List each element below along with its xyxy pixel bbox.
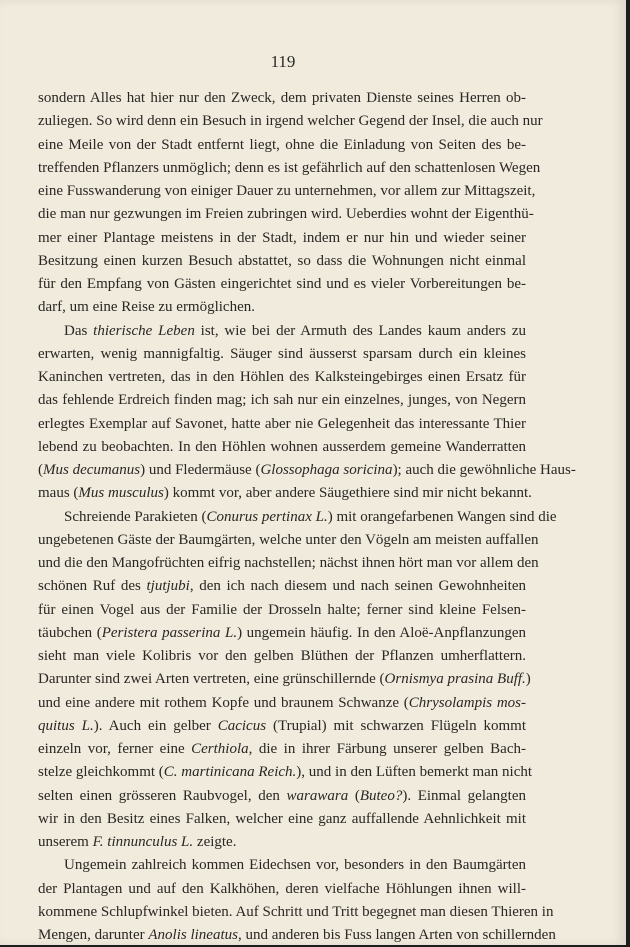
text-run: ). Auch ein gelber <box>93 717 218 734</box>
page-number: 119 <box>270 52 296 71</box>
text-run: Das <box>64 322 94 339</box>
text-line <box>38 134 526 157</box>
text-line <box>38 599 526 622</box>
text-run: (Trupial) mit schwarzen Flügeln kommt <box>266 717 527 734</box>
text-line <box>38 203 534 226</box>
text-line <box>38 157 541 180</box>
text-run: stelze gleichkommt ( <box>38 764 164 781</box>
text-line <box>38 692 526 715</box>
text-run: zeigte. <box>193 834 237 850</box>
text-run: die man nur gezwungen im Freien zubringen wird. Ueberdies wohnt der Eigenthü- <box>38 206 534 223</box>
italic-term: Chrysolampis mos- <box>408 694 526 711</box>
text-run: mer einer Plantage meistens in der Stadt, indem er nur hin und wieder seiner <box>38 229 526 246</box>
text-line <box>38 715 526 738</box>
text-run: der Plantagen und auf den Kalkhöhen, deren vielfache Höhlungen ihnen will- <box>38 880 526 897</box>
text-line <box>38 854 526 877</box>
text-line <box>38 668 531 691</box>
text-line <box>38 506 557 529</box>
text-run: , den ich nach diesem und nach seinen Gewohnheiten <box>189 578 526 595</box>
italic-term: Ornismya prasina Buff. <box>384 671 526 688</box>
text-line <box>38 413 526 436</box>
text-run: treffenden Pflanzers unmöglich; denn es ist gefährlich auf den schattenlosen Wegen <box>38 159 541 176</box>
text-run: wir in den Besitz eines Falken, welcher eine ganz auffallende Aehnlichkeit mit <box>38 810 526 827</box>
text-line <box>38 296 526 319</box>
text-line <box>38 738 526 761</box>
italic-term: thierische Leben <box>93 322 195 339</box>
text-run: Ungemein zahlreich kommen Eidechsen vor, besonders in den Baumgärten <box>64 857 526 874</box>
text-run: sieht man viele Kolibris vor den gelben Blüthen der Pflanzen umherflattern. <box>38 648 526 664</box>
text-run: und eine andere mit rothem Kopfe und braunem Schwanze ( <box>38 694 409 711</box>
text-line <box>38 343 526 366</box>
text-line <box>38 459 576 482</box>
text-line <box>38 482 532 505</box>
text-run: für den Empfang von Gästen eingerichtet sind und es vieler Vorbereitungen be- <box>38 276 526 292</box>
text-run: ) kommt vor, aber andere Säugethiere sind mir nicht bekannt. <box>163 485 532 502</box>
text-run: schönen Ruf des <box>38 578 147 595</box>
text-run: , und anderen bis Fuss langen Arten von schillernden <box>237 927 556 943</box>
text-run: eine Fusswanderung von einiger Dauer zu unternehmen, vor allem zur Mittagszeit, <box>38 183 536 199</box>
text-line <box>38 273 526 296</box>
italic-term: Cacicus <box>217 717 267 734</box>
text-run: einzeln vor, ferner eine <box>38 741 192 757</box>
italic-term: Certhiola <box>191 741 249 757</box>
text-run: eine Meile von der Stadt entfernt liegt, ohne die Einladung von Seiten des be- <box>38 136 526 153</box>
text-run: Besitzung einen kurzen Besuch abstattet, so dass die Wohnungen nicht einmal <box>38 252 526 269</box>
text-line <box>38 831 526 854</box>
text-run: ( <box>348 787 360 804</box>
text-line <box>38 575 526 598</box>
text-run: unserem <box>38 834 93 850</box>
text-line <box>38 901 554 924</box>
text-run: ungebetenen Gäste der Baumgärten, welche unter den Vögeln am meisten auffallen <box>38 531 539 548</box>
text-run: ); auch die gewöhnliche Haus- <box>392 462 576 478</box>
text-run: ( <box>38 462 43 478</box>
text-run: Darunter sind zwei Arten vertreten, eine grünschillernde ( <box>38 671 385 688</box>
text-line <box>38 785 526 808</box>
text-run: Schreiende Parakieten ( <box>64 508 207 525</box>
text-line <box>38 761 533 784</box>
text-line <box>38 529 539 552</box>
italic-term: Peristera passerina L. <box>101 624 238 641</box>
italic-term: Glossophaga soricina <box>260 462 393 478</box>
text-line <box>38 250 526 273</box>
italic-term: F. tinnunculus L. <box>92 834 194 850</box>
body-text <box>38 87 576 947</box>
text-run: kommene Schlupfwinkel bieten. Auf Schritt und Tritt begegnet man diesen Thieren in <box>38 903 554 920</box>
italic-term: Mus musculus <box>78 485 164 502</box>
text-run: täubchen ( <box>38 624 102 641</box>
text-run: darf, um eine Reise zu ermöglichen. <box>38 299 256 316</box>
text-run: Mengen, darunter <box>38 927 149 943</box>
italic-term: tjutjubi <box>146 578 190 595</box>
text-run: zuliegen. So wird denn ein Besuch in irgend welcher Gegend der Insel, die auch nur <box>38 113 543 130</box>
text-run: lebend zu beobachten. In den Höhlen wohnen ausserdem gemeine Wanderratten <box>38 438 526 455</box>
text-line <box>38 552 539 575</box>
text-run: ) <box>525 671 531 688</box>
text-line <box>38 389 526 412</box>
italic-term: warawara <box>286 787 349 804</box>
italic-term: Mus decumanus <box>43 462 141 478</box>
text-run: sondern Alles hat hier nur den Zweck, dem privaten Dienste seines Herren ob- <box>38 90 526 106</box>
italic-term: Conurus pertinax L. <box>206 508 328 525</box>
text-line <box>38 180 536 203</box>
text-line <box>38 878 526 901</box>
text-line <box>38 808 526 831</box>
italic-term: Anolis lineatus <box>148 927 238 943</box>
text-run: erlegtes Exemplar auf Savonet, hatte aber nie Gelegenheit das interessante Thier <box>38 415 526 432</box>
text-line <box>38 87 526 110</box>
text-run: und die den Mangofrüchten eifrig nachstellen; nächst ihnen hört man vor allem den <box>38 555 539 571</box>
text-line <box>38 227 526 250</box>
text-run: ) und Fledermäuse ( <box>140 462 261 478</box>
text-run: ), und in den Lüften bemerkt man nicht <box>296 764 533 781</box>
text-run: erwarten, wenig mannigfaltig. Säuger sind äusserst sparsam durch ein kleines <box>38 345 526 362</box>
text-run: für einen Vogel aus der Familie der Drosseln halte; ferner sind kleine Felsen- <box>38 601 526 618</box>
text-line <box>38 924 556 947</box>
text-line <box>38 645 526 668</box>
text-line <box>38 366 526 389</box>
italic-term: Buteo? <box>359 787 403 804</box>
text-run: ). Einmal gelangten <box>402 787 526 804</box>
text-line <box>38 110 543 133</box>
text-run: , die in ihrer Färbung unserer gelben Bach- <box>248 741 526 757</box>
text-run: ist, wie bei der Armuth des Landes kaum anders zu <box>194 322 527 339</box>
italic-term: quitus L. <box>38 717 94 734</box>
text-run: ) mit orangefarbenen Wangen sind die <box>327 508 557 525</box>
text-line <box>38 320 526 343</box>
text-run: Kaninchen vertreten, das in den Höhlen des Kalksteingebirges einen Ersatz für <box>38 369 526 385</box>
text-run: maus ( <box>38 485 79 502</box>
text-line <box>38 436 526 459</box>
text-run: das fehlende Erdreich finden mag; ich sah nur ein einzelnes, junges, von Negern <box>38 392 526 409</box>
italic-term: C. martinicana Reich. <box>163 764 297 781</box>
text-line <box>38 622 526 645</box>
text-run: ) ungemein häufig. In den Aloë-Anpflanzungen <box>237 624 527 641</box>
text-run: selten einen grösseren Raubvogel, den <box>38 787 287 804</box>
